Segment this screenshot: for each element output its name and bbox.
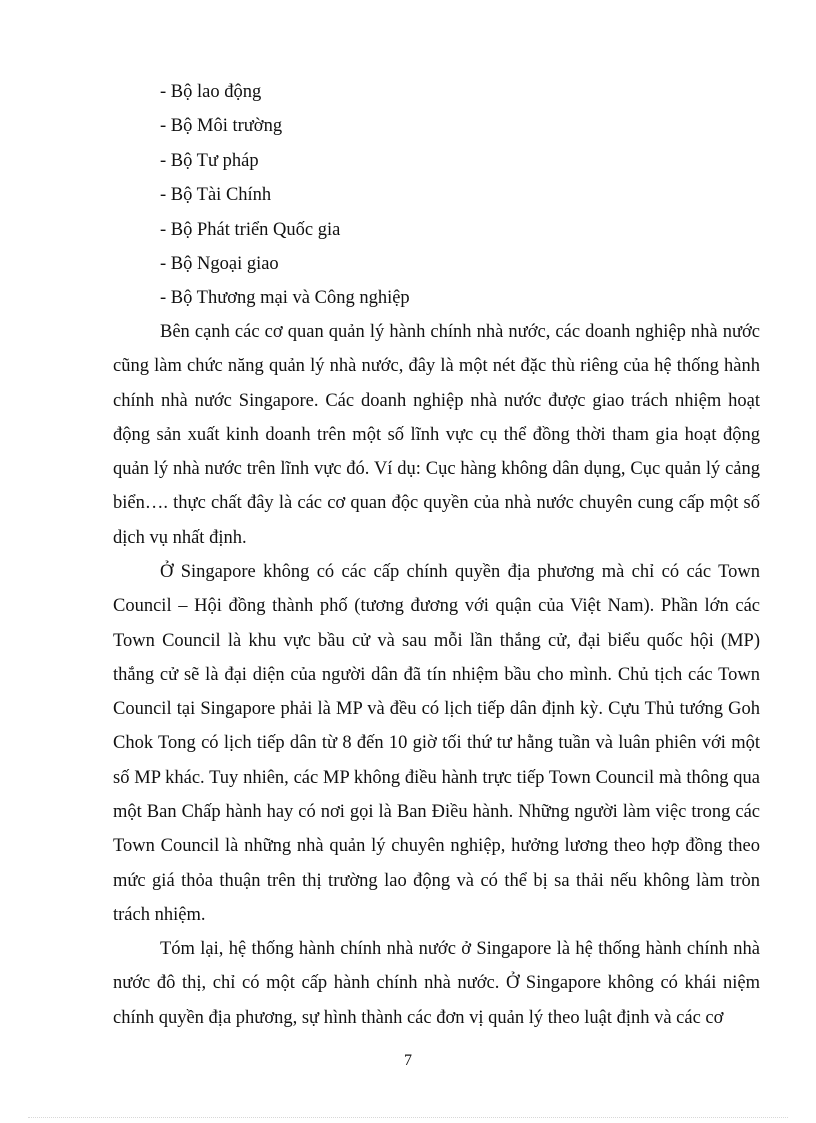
list-item: - Bộ Tư pháp — [160, 150, 259, 171]
list-item: - Bộ Phát triển Quốc gia — [160, 219, 341, 240]
page-number: 7 — [404, 1052, 412, 1069]
page-bottom-divider — [28, 1117, 788, 1118]
ministry-list — [160, 80, 410, 321]
list-item: - Bộ Thương mại và Công nghiệp — [160, 288, 410, 309]
list-item: - Bộ Tài Chính — [160, 185, 272, 206]
paragraph-state-enterprises: Bên cạnh các cơ quan quản lý hành chính nhà nước, các doanh nghiệp nhà nước cũng làm chức năng quản lý nhà nước, đây là một nét đặc thù riêng của hệ thống hành chính nhà nước Singapore. Các doanh nghiệp nhà nước được giao trách nhiệm hoạt động sản xuất kinh doanh trên một số lĩnh vực cụ thể đồng thời tham gia hoạt động quản lý nhà nước trên lĩnh vực đó. Ví dụ: Cục hàng không dân dụng, Cục quản lý cảng biển…. thực chất đây là các cơ quan độc quyền của nhà nước chuyên cung cấp một số dịch vụ nhất định. — [113, 322, 760, 548]
paragraph-summary: Tóm lại, hệ thống hành chính nhà nước ở Singapore là hệ thống hành chính nhà nước đô thị, chỉ có một cấp hành chính nhà nước. Ở Singapore không có khái niệm chính quyền địa phương, sự hình thành các đơn vị quản lý theo luật định và các cơ — [113, 939, 760, 1028]
list-item: - Bộ Môi trường — [160, 116, 283, 137]
list-item: - Bộ Ngoại giao — [160, 253, 279, 274]
paragraph-town-councils: Ở Singapore không có các cấp chính quyền địa phương mà chỉ có các Town Council – Hội đồng thành phố (tương đương với quận của Việt Nam). Phần lớn các Town Council là khu vực bầu cử và sau mỗi lần thắng cử, đại biểu quốc hội (MP) thắng cử sẽ là đại diện của người dân đã tín nhiệm bầu cho mình. Chủ tịch các Town Council tại Singapore phải là MP và đều có lịch tiếp dân định kỳ. Cựu Thủ tướng Goh Chok Tong có lịch tiếp dân từ 8 đến 10 giờ tối thứ tư hằng tuần và luân phiên với một số MP khác. Tuy nhiên, các MP không điều hành trực tiếp Town Council mà thông qua một Ban Chấp hành hay có nơi gọi là Ban Điều hành. Những người làm việc trong các Town Council là những nhà quản lý chuyên nghiệp, hưởng lương theo hợp đồng theo mức giá thỏa thuận trên thị trường lao động và có thể bị sa thải nếu không làm tròn trách nhiệm. — [113, 562, 760, 925]
list-item: - Bộ lao động — [160, 82, 262, 102]
